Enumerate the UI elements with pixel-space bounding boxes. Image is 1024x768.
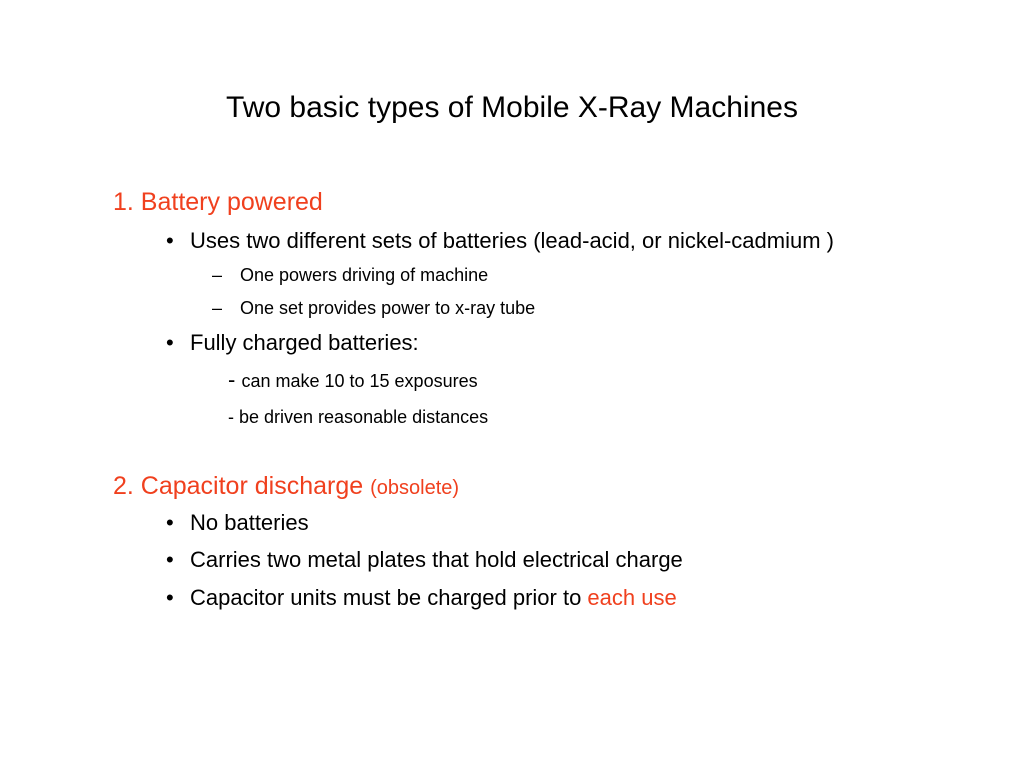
section-capacitor-heading — [113, 470, 459, 504]
bullet-batteries-sets — [166, 227, 834, 255]
bullet-no-batteries — [166, 509, 309, 537]
bullet-text: Uses two different sets of batteries (lead-acid, or nickel-cadmium ) — [190, 228, 834, 253]
dash-icon: – — [212, 265, 223, 285]
bullet-text: No batteries — [190, 510, 309, 535]
sub-item-driving — [212, 263, 488, 287]
section-battery-heading: 1. Battery powered — [113, 188, 323, 216]
note-distances: - be driven reasonable distances — [228, 407, 489, 427]
bullet-text: Fully charged batteries: — [190, 330, 419, 355]
note-text: can make 10 to 15 exposures — [241, 371, 478, 391]
bullet-icon: • — [166, 547, 174, 572]
note-dash: - — [228, 367, 242, 392]
dash-icon: – — [212, 298, 223, 318]
bullet-text: Carries two metal plates that hold electrical charge — [190, 547, 683, 572]
sub-item-xray-tube — [212, 296, 535, 320]
bullet-icon: • — [166, 585, 174, 610]
sub-item-text: One set provides power to x-ray tube — [240, 298, 536, 318]
bullet-icon: • — [166, 228, 174, 253]
bullet-icon: • — [166, 510, 174, 535]
heading-text: 2. Capacitor discharge — [113, 472, 371, 500]
slide-title: Two basic types of Mobile X-Ray Machines — [226, 91, 798, 124]
sub-item-text: One powers driving of machine — [240, 265, 489, 285]
note-exposures — [228, 368, 478, 393]
bullet-charged-prior — [166, 584, 677, 612]
bullet-fully-charged — [166, 329, 419, 357]
bullet-icon: • — [166, 330, 174, 355]
obsolete-note: (obsolete) — [370, 477, 460, 499]
each-use-highlight: each use — [587, 585, 677, 610]
bullet-text: Capacitor units must be charged prior to — [190, 585, 588, 610]
bullet-metal-plates — [166, 546, 683, 574]
